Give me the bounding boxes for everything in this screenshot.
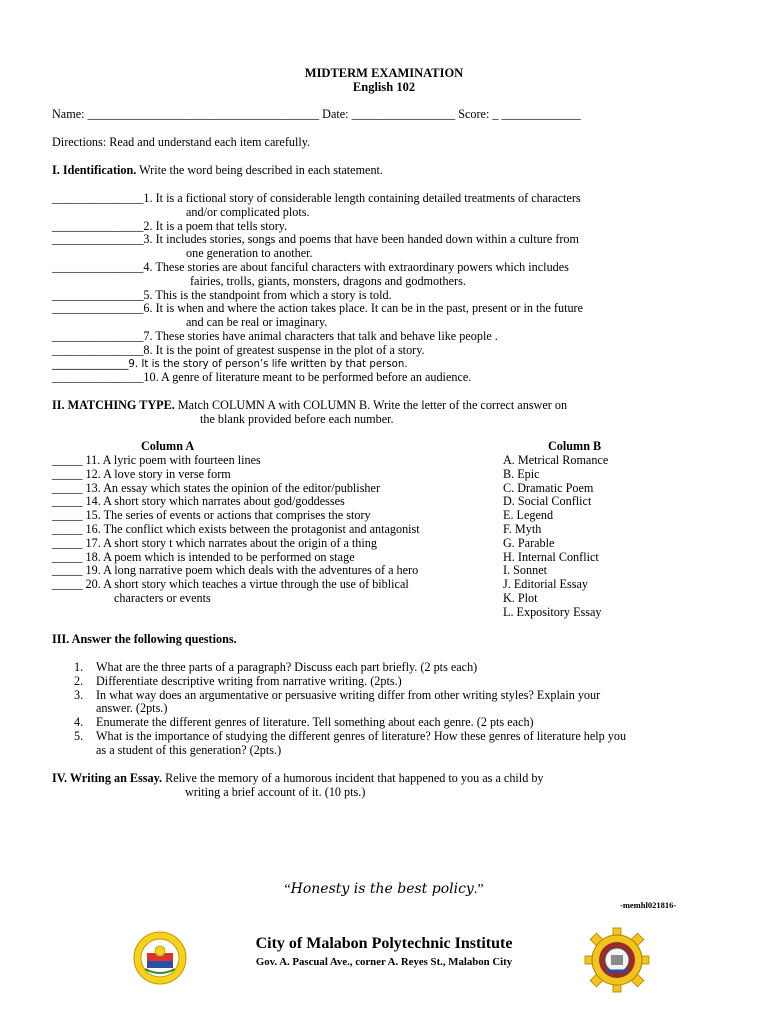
section4-title: IV. Writing an Essay. xyxy=(52,771,163,785)
identification-item: _______________2. It is a poem that tells story. xyxy=(52,218,288,233)
question-number: 1. xyxy=(74,660,84,674)
section2-instruction-cont: the blank provided before each number. xyxy=(200,412,394,426)
identification-item-cont: and/or complicated plots. xyxy=(186,204,310,219)
institution-name: City of Malabon Polytechnic Institute xyxy=(255,935,513,952)
identification-item: _______________4. These stories are about fanciful characters with extraordinary powers which includes xyxy=(52,260,569,274)
column-a-continuation: characters or events xyxy=(114,591,211,605)
section4-heading xyxy=(52,772,544,786)
motto xyxy=(0,883,768,897)
question-text: In what way does an argumentative or persuasive writing differ from other writing styles? Explain your xyxy=(96,687,601,702)
directions: Directions: Read and understand each item carefully. xyxy=(52,135,311,149)
institute-gear-logo xyxy=(584,927,650,993)
exam-subject: English 102 xyxy=(352,80,416,94)
question-text: Differentiate descriptive writing from narrative writing. (2pts.) xyxy=(96,673,402,688)
section4-instruction-cont: writing a brief account of it. (10 pts.) xyxy=(185,785,366,799)
question-text: Enumerate the different genres of literature. Tell something about each genre. (2 pts each) xyxy=(96,715,534,730)
matching-item: _____ 16. The conflict which exists between the protagonist and antagonist xyxy=(52,522,420,536)
section1-heading xyxy=(52,164,383,178)
matching-item: _____ 18. A poem which is intended to be performed on stage xyxy=(52,549,355,564)
matching-choice: H. Internal Conflict xyxy=(503,549,599,564)
matching-item: _____ 20. A short story which teaches a virtue through the use of biblical xyxy=(52,577,409,592)
matching-choice: C. Dramatic Poem xyxy=(503,480,594,495)
matching-item: _____ 19. A long narrative poem which deals with the adventures of a hero xyxy=(52,563,419,578)
matching-choice: F. Myth xyxy=(503,522,542,536)
motto-text: Honesty is the best policy xyxy=(290,881,474,897)
section2-instruction: Match COLUMN A with COLUMN B. Write the letter of the correct answer on xyxy=(174,398,568,412)
matching-choice: L. Expository Essay xyxy=(503,604,602,619)
matching-item: _____ 13. An essay which states the opinion of the editor/publisher xyxy=(52,480,380,495)
matching-item: _____ 12. A love story in verse form xyxy=(52,466,231,481)
matching-choice: G. Parable xyxy=(503,535,555,550)
matching-item: _____ 15. The series of events or actions that comprises the story xyxy=(52,508,371,523)
identification-item: _______________6. It is when and where the action takes place. It can be in the past, present or in the future xyxy=(52,301,584,316)
section1-title: I. Identification. xyxy=(52,163,137,177)
identification-item: _______________8. It is the point of greatest suspense in the plot of a story. xyxy=(52,342,425,357)
matching-choice: A. Metrical Romance xyxy=(503,453,609,467)
matching-item: _____ 17. A short story t which narrates about the origin of a thing xyxy=(52,535,377,550)
identification-item: _______________10. A genre of literature meant to be performed before an audience. xyxy=(52,370,472,385)
exam-title: MIDTERM EXAMINATION xyxy=(304,66,464,80)
column-a-title: Column A xyxy=(141,439,195,453)
question-number: 3. xyxy=(74,687,84,702)
identification-item-cont: one generation to another. xyxy=(186,246,313,261)
section2-heading xyxy=(52,399,567,413)
section3-heading: III. Answer the following questions. xyxy=(52,632,237,646)
matching-choice: B. Epic xyxy=(503,466,540,481)
question-text: What are the three parts of a paragraph? Discuss each part briefly. (2 pts each) xyxy=(96,660,478,674)
matching-choice: J. Editorial Essay xyxy=(503,577,588,592)
name-date-score-line: Name: ______________________________________ Date: _________________ Score: _ _____________ xyxy=(52,107,581,121)
section2-title: II. MATCHING TYPE. xyxy=(52,398,175,412)
institution-address: Gov. A. Pascual Ave., corner A. Reyes St., Malabon City xyxy=(255,956,513,968)
motto-quote-close: .” xyxy=(473,882,484,897)
question-text: What is the importance of studying the different genres of literature? How these genres of literature help you xyxy=(96,729,627,743)
section4-instruction: Relive the memory of a humorous incident that happened to you as a child by xyxy=(162,771,544,785)
matching-item: _____ 11. A lyric poem with fourteen lines xyxy=(52,453,261,467)
identification-item-cont: and can be real or imaginary. xyxy=(186,315,328,330)
matching-choice: K. Plot xyxy=(503,591,538,605)
identification-item: _______________1. It is a fictional story of considerable length containing detailed treatments of characters xyxy=(52,191,581,205)
question-number: 4. xyxy=(74,715,84,730)
question-text-cont: as a student of this generation? (2pts.) xyxy=(96,742,282,757)
matching-choice: I. Sonnet xyxy=(503,563,548,578)
identification-item-cont: fairies, trolls, giants, monsters, dragons and godmothers. xyxy=(190,273,466,288)
column-b-title: Column B xyxy=(548,439,602,453)
document-code: -memhl021816- xyxy=(620,900,677,910)
matching-item: _____ 14. A short story which narrates about god/goddesses xyxy=(52,494,345,509)
identification-item: _______________5. This is the standpoint from which a story is told. xyxy=(52,287,392,302)
motto-quote-open: “ xyxy=(284,882,291,897)
question-number: 2. xyxy=(74,673,84,688)
section1-instruction: Write the word being described in each statement. xyxy=(136,163,383,177)
identification-item: _______________9. It is the story of person’s life written by that person. xyxy=(52,358,408,370)
question-number: 5. xyxy=(74,729,84,743)
matching-choice: D. Social Conflict xyxy=(503,494,592,509)
identification-item: _______________7. These stories have animal characters that talk and behave like people . xyxy=(52,329,498,343)
matching-choice: E. Legend xyxy=(503,508,554,523)
identification-item: _______________3. It includes stories, songs and poems that have been handed down within a culture from xyxy=(52,232,580,247)
question-text-cont: answer. (2pts.) xyxy=(96,701,168,716)
